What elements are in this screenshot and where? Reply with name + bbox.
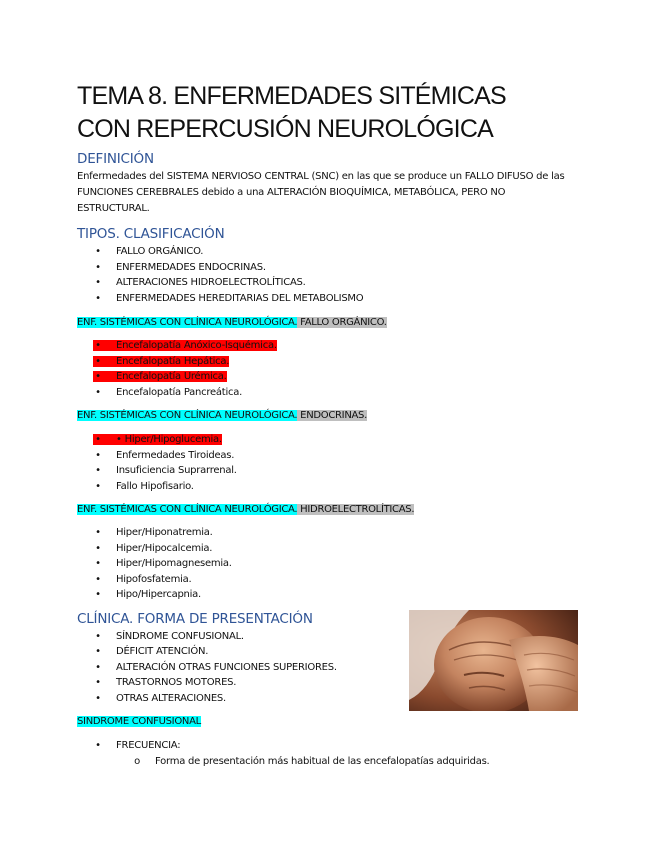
bullet-glyph: • (95, 261, 101, 273)
list-item: • ALTERACIONES HIDROELECTROLÍTICAS. (77, 275, 597, 291)
bullet-glyph: • (95, 740, 101, 751)
list-item: • Encefalopatía Pancreática. (77, 385, 597, 401)
list-item: • Hiper/Hiponatremia. (77, 525, 597, 541)
types-list (77, 244, 597, 306)
endocrine-heading: ENF. SISTÉMICAS CON CLÍNICA NEUROLÓGICA. ENDOCRINAS. (77, 410, 367, 421)
clinical-heading: CLÍNICA. FORMA DE PRESENTACIÓN (77, 610, 313, 627)
definition-text: Enfermedades del SISTEMA NERVIOSO CENTRAL (SNC) en las que se produce un FALLO DIFUSO de las FUNCIONES CEREBRALES debido a una ALTERACIÓN BIOQUÍMICA, METABÓLICA, PERO NO ESTRUCTURAL. (77, 171, 565, 214)
bullet-glyph: • (95, 542, 101, 554)
circle-bullet-glyph: o (134, 755, 140, 767)
bullet-glyph: • (95, 340, 101, 351)
bullet-glyph: • (95, 692, 101, 704)
bullet-glyph: • (95, 465, 101, 476)
bullet-glyph: • (95, 292, 101, 304)
list-item: • DÉFICIT ATENCIÓN. (77, 644, 597, 660)
list-item: • SÍNDROME CONFUSIONAL. (77, 629, 597, 645)
list-item: • TRASTORNOS MOTORES. (77, 675, 597, 691)
list-item: • Fallo Hipofisario. (77, 479, 597, 495)
bullet-glyph: • (95, 277, 101, 288)
list-item: • ALTERACIÓN OTRAS FUNCIONES SUPERIORES. (77, 660, 597, 676)
confusional-heading: SINDROME CONFUSIONAL (77, 716, 201, 727)
bullet-glyph: • (95, 630, 101, 642)
bullet-glyph: • (95, 661, 101, 673)
bullet-glyph: • (95, 355, 101, 367)
types-heading: TIPOS. CLASIFICACIÓN (77, 226, 225, 242)
list-item: • Encefalopatía Anóxico-Isquémica. (77, 338, 597, 354)
organic-heading: ENF. SISTÉMICAS CON CLÍNICA NEUROLÓGICA. FALLO ORGÁNICO. (77, 317, 387, 328)
bullet-glyph: • (95, 558, 101, 569)
endocrine-list (77, 432, 597, 494)
sub-list-item: o Forma de presentación más habitual de las encefalopatías adquiridas. (77, 754, 597, 770)
list-item: • Hipofosfatemia. (77, 572, 597, 588)
list-item: • Encefalopatía Hepática. (77, 354, 597, 370)
bullet-glyph: • (95, 386, 101, 398)
list-item: • Hiper/Hipomagnesemia. (77, 556, 597, 572)
headache-photo-illustration (409, 610, 578, 711)
headache-photo (409, 610, 578, 711)
bullet-glyph: • (95, 677, 101, 688)
bullet-glyph: • (95, 449, 101, 461)
list-item: • FALLO ORGÁNICO. (77, 244, 597, 260)
bullet-glyph: • (95, 246, 101, 257)
list-item: • ENFERMEDADES ENDOCRINAS. (77, 260, 597, 276)
bullet-glyph: • (95, 646, 101, 657)
electrolyte-heading: ENF. SISTÉMICAS CON CLÍNICA NEUROLÓGICA. HIDROELECTROLÍTICAS. (77, 504, 415, 515)
list-item: • Enfermedades Tiroideas. (77, 448, 597, 464)
list-item: • Hiper/Hipocalcemia. (77, 541, 597, 557)
definition-heading: DEFINICIÓN (77, 151, 154, 167)
confusional-list (77, 738, 597, 769)
list-item: • ENFERMEDADES HEREDITARIAS DEL METABOLISMO (77, 291, 597, 307)
bullet-glyph: • (95, 589, 101, 600)
list-item: • FRECUENCIA: (77, 738, 597, 754)
organic-list (77, 338, 597, 400)
list-item: • OTRAS ALTERACIONES. (77, 691, 597, 707)
document-title: TEMA 8. ENFERMEDADES SITÉMICAS CON REPERCUSIÓN NEUROLÓGICA (77, 82, 506, 143)
bullet-glyph: • (95, 371, 101, 382)
list-item: • Hipo/Hipercapnia. (77, 587, 597, 603)
list-item: • Insuficiencia Suprarrenal. (77, 463, 597, 479)
bullet-glyph: • (95, 527, 101, 538)
list-item: • • Hiper/Hipoglucemia. (77, 432, 597, 448)
electrolyte-list (77, 525, 597, 603)
list-item: • Encefalopatía Urémica. (77, 369, 597, 385)
bullet-glyph: • (95, 573, 101, 585)
bullet-glyph: • (95, 434, 101, 445)
bullet-glyph: • (95, 480, 101, 492)
